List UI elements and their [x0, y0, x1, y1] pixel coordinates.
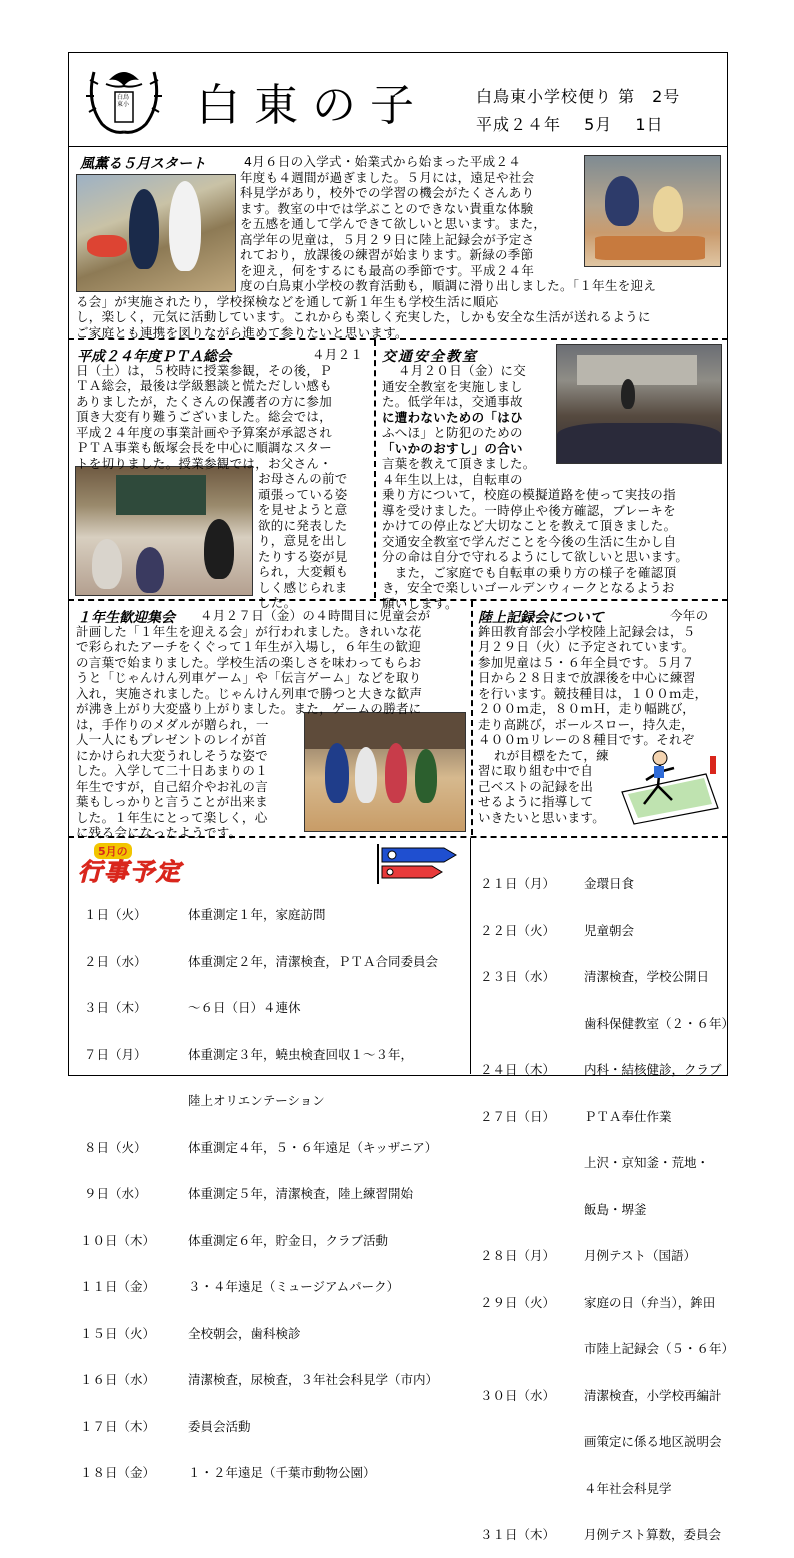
schedule-date: １５日（火） [80, 1325, 156, 1341]
article5-line: 参加児童は５・６年全員です。５月７ [478, 654, 695, 670]
schedule-row [480, 1527, 724, 1543]
schedule-column-divider [470, 838, 471, 1074]
article2-line: トを切りました。授業参観では，お父さん・ [76, 455, 333, 471]
article2-line: ＴＡ総会，最後は学級懇談と慌ただしい感も [76, 378, 333, 393]
schedule-date: １８日（金） [80, 1465, 156, 1480]
article1-line: し，楽しく，元気に活動しています。これからも楽しく充実した，しかも安全な生活が送れるように [76, 309, 651, 324]
article4-line: 入れ，実施されました。じゃんけん列車で勝つと大きな歓声 [76, 685, 423, 701]
schedule-event: 清潔検査，学校公開日 [584, 969, 710, 984]
schedule-date [480, 1016, 584, 1032]
schedule-date [480, 1155, 584, 1171]
article3-line: た。低学年は，交通事故 [382, 394, 523, 409]
schedule-event: ４年社会科見学 [584, 1480, 672, 1496]
article1-heading: 風薫る５月スタート [80, 156, 206, 172]
article5-line: いきたいと思います。 [478, 809, 606, 825]
article1-line: 高学年の児童は，５月２９日に陸上記録会が予定さ [240, 231, 535, 247]
article2-line: しく感じられま [258, 579, 348, 595]
schedule-date [480, 1481, 584, 1497]
article1-line: 4月６日の入学式・始業式から始まった平成２４ [244, 154, 522, 169]
article3-line: 乗り方について，校庭の模擬道路を使って実技の指 [382, 487, 676, 502]
masthead-divider [68, 146, 728, 147]
newsletter-title: 白東の子 [196, 80, 428, 131]
schedule-event: 金環日食 [584, 876, 635, 891]
schedule-event: 月例テスト（国語） [584, 1248, 697, 1263]
article1-body [76, 154, 721, 340]
schedule-row [80, 907, 460, 923]
schedule-row [80, 1372, 460, 1388]
article4-line: 人一人にもプレゼントのレイが首 [76, 732, 267, 747]
article4-line: した。入学して二十日あまりの１ [76, 763, 269, 778]
schedule-event: 委員会活動 [188, 1418, 251, 1434]
schedule-event: 画策定に係る地区説明会 [584, 1434, 722, 1449]
article2-line: を見せようと意 [258, 502, 348, 517]
article4-line: で彩られたアーチをくぐって１年生が入場し，６年生の歓迎 [76, 639, 421, 654]
column-divider [374, 340, 376, 598]
article3-line: ４月２０日（金）に交 [398, 363, 527, 378]
schedule-right [480, 845, 735, 1558]
article1-line: る会」が実施されたり，学校探検などを通して新１年生も学校生活に順応 [76, 293, 499, 309]
schedule-row [80, 1186, 460, 1202]
schedule-date: ９日（水） [80, 1186, 147, 1201]
article4-line: した。１年生にとって楽しく，心 [76, 809, 268, 825]
schedule-event: 歯科保健教室（２・６年） [584, 1015, 735, 1031]
article1-line: ます。教室の中では学ぶことのできない貴重な体験 [240, 200, 534, 216]
schedule-row [80, 1047, 460, 1063]
article1-line: ご家庭とも連携を図りながら進めて参りたいと思います。 [76, 324, 408, 340]
schedule-row [480, 1434, 724, 1450]
schedule-row [480, 1341, 735, 1357]
article3-line: 「いかのおすし」の合い [382, 440, 523, 456]
article4-line: 年生ですが，自己紹介やお礼の言 [76, 778, 269, 794]
article1-line: を迎え，何をするにも最高の季節です。平成２４年 [240, 262, 535, 278]
schedule-row [480, 1155, 724, 1171]
schedule-row [480, 1109, 724, 1125]
article3-body [382, 363, 722, 611]
article3-line: 交通安全教室で学んだことを今後の生活に生かし自 [382, 533, 677, 549]
article2-line: ４月２１ [312, 347, 364, 362]
article2-line: 日（土）は，５校時に授業参観，その後，Ｐ [76, 362, 333, 378]
schedule-date: ２２日（火） [480, 922, 556, 938]
article4-line: 葉もしっかりと言うことが出来ま [76, 794, 269, 809]
schedule-row [480, 1481, 724, 1497]
schedule-date: ８日（火） [80, 1139, 147, 1155]
article5-line: せるように指導して [478, 794, 594, 809]
schedule-row [80, 1279, 460, 1295]
schedule-date [480, 1434, 584, 1450]
schedule-event: 内科・結核健診，クラブ [584, 1062, 722, 1077]
article1-line: 科見学があり，校外での学習の機会がたくさんあり [240, 185, 535, 200]
article2-line: り，意見を出し [258, 533, 348, 548]
schedule-event: 体重測定６年，貯金日，クラブ活動 [188, 1232, 389, 1248]
article4-line: 計画した「１年生を迎える会」が行われました。きれいな花 [76, 623, 422, 639]
schedule-row [80, 1326, 460, 1342]
article2-line: 欲的に発表した [258, 517, 348, 533]
article5-line: 習に取り組む中で自 [478, 763, 594, 778]
article2-line: ありましたが，たくさんの保護者の方に参加 [76, 393, 333, 409]
article2-body [76, 347, 372, 611]
schedule-event: 体重測定５年，清潔検査，陸上練習開始 [188, 1186, 414, 1201]
schedule-row [80, 1000, 460, 1016]
article1-line: 年度も４週間が過ぎました。５月には，遠足や社会 [240, 169, 535, 185]
article2-line: 平成２４年度の事業計画や予算案が承認され [76, 424, 333, 440]
schedule-event: ３・４年遠足（ミュージアムパーク） [188, 1279, 400, 1294]
article5-line: を行います。競技種目は，１００ｍ走， [478, 685, 708, 701]
schedule-row [80, 954, 460, 970]
schedule-date: １１日（金） [80, 1279, 156, 1294]
article4-line: に残る会になったようです。 [76, 825, 242, 840]
schedule-event: 月例テスト算数，委員会 [584, 1527, 722, 1542]
article1-line: 度の白鳥東小学校の教育活動も，順調に滑り出しました。「１年生を迎え [240, 278, 657, 293]
schedule-row [480, 1202, 724, 1218]
schedule-event: １・２年遠足（千葉市動物公園） [188, 1465, 376, 1480]
article3-line: かけての停止など大切なことを教えて頂きました。 [382, 518, 677, 533]
article5-line: れが目標をたて，練 [494, 747, 609, 763]
article3-line: き，安全で楽しいゴールデンウィークとなるようお [382, 580, 675, 595]
schedule-row [80, 1093, 460, 1109]
article3-line: 導を受けました。一時停止や後方確認，ブレーキを [382, 502, 676, 518]
schedule-event: 家庭の日（弁当），鉾田 [584, 1294, 716, 1310]
article2-heading: 平成２４年度ＰＴＡ総会 [77, 349, 231, 365]
schedule-title: 行事予定 [78, 858, 182, 886]
schedule-event: 清潔検査，小学校再編計 [584, 1387, 722, 1403]
article5-line: ４００ｍリレーの８種目です。それぞ [478, 732, 695, 747]
schedule-date: ２日（水） [80, 953, 147, 969]
newsletter-issue: 白鳥東小学校便り 第 2号 [476, 87, 681, 106]
schedule-date: ２３日（水） [480, 969, 556, 984]
schedule-date: １０日（木） [80, 1232, 156, 1248]
schedule-date: １日（火） [80, 907, 147, 922]
article5-line: 月２９日（火）に予定されています。 [478, 639, 695, 654]
section-divider [68, 338, 728, 340]
schedule-date: ３０日（水） [480, 1387, 556, 1403]
schedule-date: ３日（木） [80, 1000, 147, 1015]
article5-line: ２００ｍ走，８０ｍＨ，走り幅跳び， [478, 701, 696, 716]
article5-line: 走り高跳び，ボールスロー，持久走， [478, 716, 694, 732]
schedule-date: ２１日（月） [480, 876, 556, 891]
article2-line: たりする姿が見 [258, 548, 348, 564]
schedule-event: 体重測定４年，５・６年遠足（キッザニア） [188, 1139, 438, 1155]
schedule-date: ７日（月） [80, 1046, 147, 1062]
article4-line: は，手作りのメダルが贈られ，一 [76, 716, 269, 732]
schedule-row [480, 1248, 724, 1264]
article2-line: られ，大変頼も [258, 564, 349, 579]
article1-line: を五感を通して学んできて欲しいと思います。また， [240, 216, 547, 231]
article4-line: にかけられ大変うれしそうな姿で [76, 747, 269, 763]
article5-heading: 陸上記録会について [478, 610, 604, 626]
article1-line: れており，放課後の練習が始まります。新緑の季節 [240, 247, 534, 262]
article3-line: ふへほ」と防犯のための [382, 425, 523, 440]
schedule-date: ２７日（日） [480, 1108, 556, 1124]
schedule-date [80, 1093, 188, 1109]
column-divider [471, 601, 473, 835]
article3-line: 分の命は自分で守れるようにして欲しいと思います。 [382, 549, 689, 564]
schedule-date: ３１日（木） [480, 1527, 556, 1542]
schedule-date: ２４日（木） [480, 1062, 556, 1077]
schedule-row [480, 1388, 724, 1404]
schedule-row [480, 1295, 724, 1311]
schedule-row [80, 1419, 460, 1435]
article4-line: の言葉で始まりました。学校生活の楽しさを味わってもらお [76, 654, 422, 670]
schedule-row [480, 1015, 735, 1032]
schedule-event: 飯島・堺釜 [584, 1201, 647, 1217]
schedule-event: 児童朝会 [584, 922, 635, 938]
schedule-row [480, 876, 724, 892]
article3-line: また，ご家庭でも自転車の乗り方の様子を確認頂 [382, 564, 677, 580]
article3-line: ４年生以上は，自転車の [382, 471, 523, 487]
schedule-row [80, 1465, 460, 1481]
schedule-date: １６日（水） [80, 1372, 156, 1387]
schedule-event: 体重測定２年，清潔検査，ＰＴＡ合同委員会 [188, 953, 439, 969]
schedule-row [80, 1233, 460, 1249]
schedule-date [480, 1202, 584, 1218]
newsletter-date: 平成２４年 5月 1日 [476, 115, 664, 134]
article4-line: が沸き上がり大変盛り上がりました。また，ゲームの勝者に [76, 701, 422, 716]
article3-heading: 交通安全教室 [382, 349, 478, 365]
article2-line: ＰＴＡ事業も飯塚会長を中心に順調なスター [76, 440, 333, 455]
schedule-event: 体重測定１年，家庭訪問 [188, 907, 326, 922]
schedule-left [80, 876, 460, 1496]
article5-line: 鉾田教育部会小学校陸上記録会は，５ [478, 623, 696, 639]
article5-body [478, 608, 722, 825]
article3-line: 願いします。 [382, 595, 458, 611]
article2-line: 頑張っている姿 [258, 486, 348, 502]
article4-line: うと「じゃんけん列車ゲーム」や「伝言ゲーム」などを取り [76, 670, 422, 685]
article4-body [76, 608, 472, 841]
schedule-date: ２９日（火） [480, 1294, 556, 1310]
article2-line: 頂き大変有り難うございました。総会では， [76, 409, 333, 424]
emblem-text: 白鳥東小 [116, 94, 129, 108]
schedule-event: 市陸上記録会（５・６年） [584, 1341, 735, 1356]
schedule-date [480, 1341, 584, 1357]
article5-line: 今年の [670, 608, 709, 623]
section-divider [68, 599, 728, 601]
article5-line: 日から２８日まで放課後を中心に練習 [478, 670, 696, 685]
article3-line: 通安全教室を実施しまし [382, 378, 523, 394]
article3-line: 言葉を教えて頂きました。 [382, 456, 536, 471]
schedule-row [480, 969, 724, 985]
schedule-event: 上沢・京知釜・荒地・ [584, 1155, 710, 1170]
schedule-date: ２８日（月） [480, 1248, 556, 1263]
article4-heading: １年生歓迎集会 [77, 610, 175, 626]
schedule-date: １７日（木） [80, 1418, 156, 1434]
section-divider [68, 836, 728, 838]
article2-line: お母さんの前で [258, 471, 348, 486]
article4-line: ４月２７日（金）の４時間目に児童会が [200, 608, 431, 623]
schedule-row [480, 923, 724, 939]
schedule-row [80, 1140, 460, 1156]
schedule-row [480, 1062, 724, 1078]
schedule-event: 全校朝会，歯科検診 [188, 1325, 301, 1341]
article2-line: した。 [258, 595, 297, 610]
schedule-event: ＰＴＡ奉仕作業 [584, 1108, 672, 1124]
schedule-event: 体重測定３年，蟯虫検査回収１～３年， [188, 1046, 414, 1062]
article5-line: 己ベストの記録を出 [478, 778, 594, 794]
schedule-event: ～６日（日）４連休 [188, 1000, 301, 1015]
schedule-event: 陸上オリエンテーション [188, 1093, 325, 1108]
schedule-title-small: 5月の [94, 843, 132, 859]
schedule-event: 清潔検査，尿検査，３年社会科見学（市内） [188, 1372, 439, 1387]
article3-line: に遭わないための「はひ [382, 409, 523, 425]
